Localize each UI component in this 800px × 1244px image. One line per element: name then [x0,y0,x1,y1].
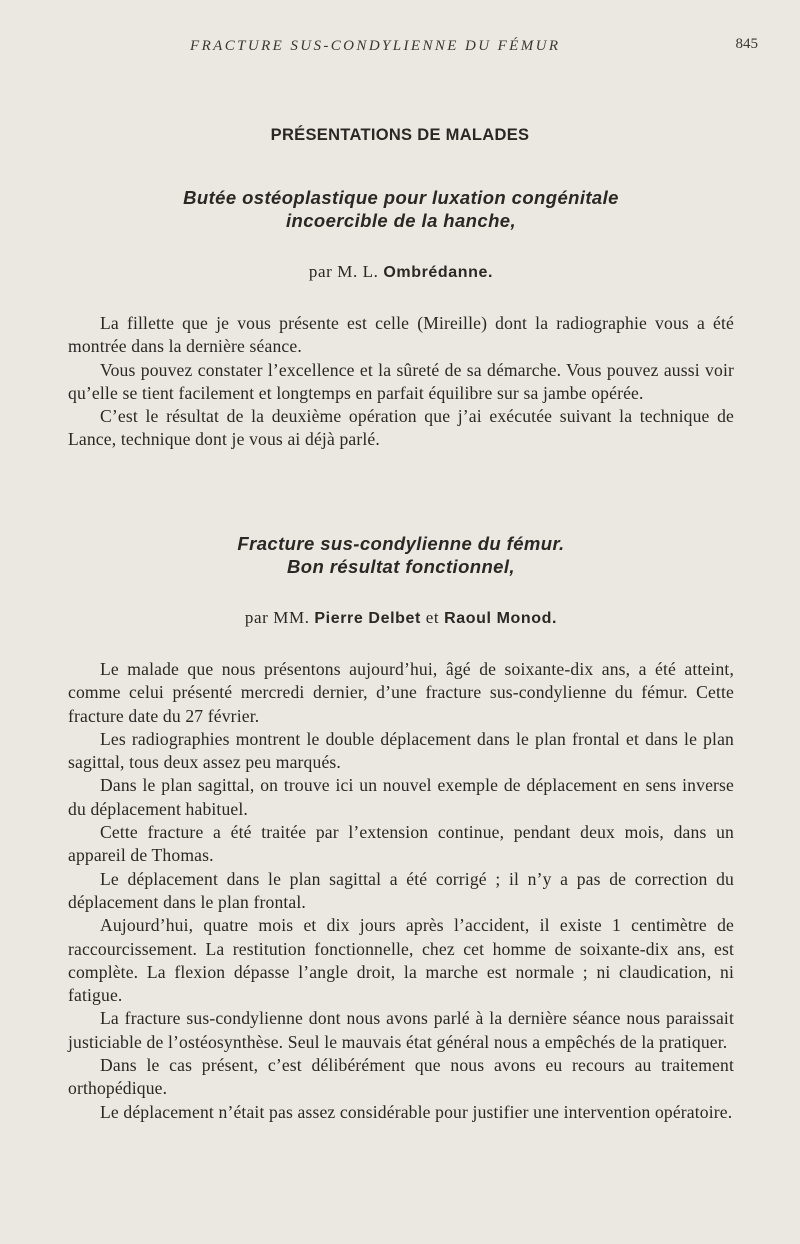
paragraph: Le déplacement dans le plan sagittal a été corrigé ; il n’y a pas de correction du déplacement dans le plan frontal. [68,868,734,912]
article-body [68,312,734,452]
paragraph: Dans le cas présent, c’est délibérément que nous avons eu recours au traitement orthopédique. [68,1055,734,1099]
byline [68,608,734,628]
title-line: Fracture sus-condylienne du fémur. [237,533,565,554]
paragraph: Vous pouvez constater l’excellence et la sûreté de sa démarche. Vous pouvez aussi voir qu’elle se tient facilement et longtemps en parfait équilibre sur sa jambe opérée. [68,359,734,403]
paragraph: Le déplacement n’était pas assez considérable pour justifier une intervention opératoire. [100,1101,733,1122]
byline-joiner: et [425,608,440,627]
paragraph: Les radiographies montrent le double déplacement dans le plan frontal et dans le plan sagittal, tous deux assez peu marqués. [68,728,734,773]
paragraph: Le malade que nous présentons aujourd’hui, âgé de soixante-dix ans, a été atteint, comme celui présenté mercredi dernier, d’une fracture sus-condylienne du fémur. Cette fracture date du 27 février. [68,659,734,726]
title-line: incoercible de la hanche, [285,210,517,231]
byline [68,262,734,282]
article-delbet-monod [68,532,734,1124]
paragraph: Cette fracture a été traitée par l’extension continue, pendant deux mois, dans un appareil de Thomas. [68,822,734,866]
article-ombredanne [68,186,734,452]
byline-prefix: par MM. [244,608,310,627]
article-body [68,658,734,1124]
paragraph: C’est le résultat de la deuxième opération que j’ai exécutée suivant la technique de Lance, technique dont je vous ai déjà parlé. [68,406,734,450]
paragraph: Dans le plan sagittal, on trouve ici un nouvel exemple de déplacement en sens inverse du déplacement habituel. [68,775,734,819]
title-line: Bon résultat fonctionnel, [287,556,515,577]
byline-prefix: par M. L. [308,262,379,281]
section-heading: PRÉSENTATIONS DE MALADES [270,126,530,144]
article-title [68,186,734,232]
running-title: FRACTURE SUS-CONDYLIENNE DU FÉMUR [190,38,561,54]
byline-author: Raoul Monod. [444,610,558,627]
byline-author: Pierre Delbet [314,610,421,627]
article-title [68,532,734,578]
title-line: Butée ostéoplastique pour luxation congénitale [183,187,619,208]
paragraph: Aujourd’hui, quatre mois et dix jours après l’accident, il existe 1 centimètre de raccourcissement. La restitution fonctionnelle, chez cet homme de soixante-dix ans, est complète. La flexion dépasse l’angle droit, la marche est normale ; ni claudication, ni fatigue. [68,915,734,1006]
page-number: 845 [735,36,758,52]
paragraph: La fillette que je vous présente est celle (Mireille) dont la radiographie vous a été montrée dans la dernière séance. [68,313,734,357]
byline-author: Ombrédanne. [383,264,494,281]
paragraph: La fracture sus-condylienne dont nous avons parlé à la dernière séance nous paraissait justiciable de l’ostéosynthèse. Seul le mauvais état général nous a empêchés de la pratiquer. [68,1008,734,1052]
